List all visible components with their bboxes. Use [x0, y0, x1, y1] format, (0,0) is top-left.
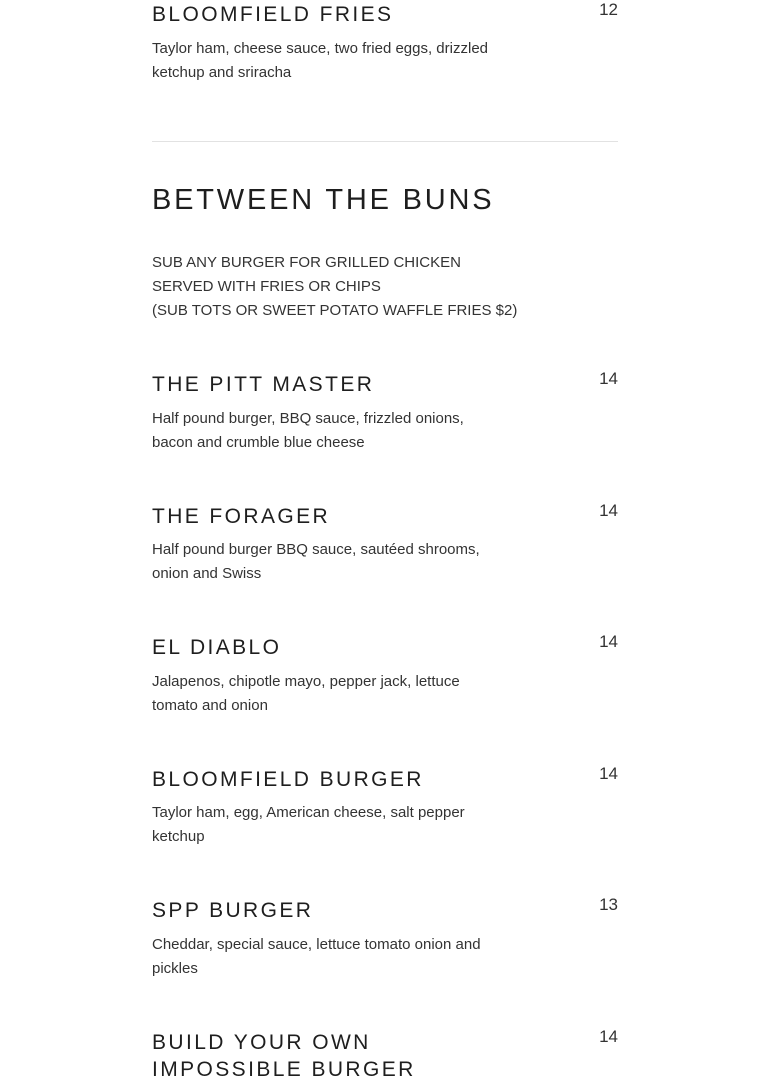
- section-note-line: (SUB TOTS OR SWEET POTATO WAFFLE FRIES $2): [152, 302, 518, 319]
- menu-item-name: THE FORAGER: [152, 505, 331, 528]
- section-note: [152, 251, 552, 323]
- menu-item-name: BLOOMFIELD FRIES: [152, 3, 394, 26]
- section-note-line: SERVED WITH FRIES OR CHIPS: [152, 278, 381, 295]
- section-divider: [152, 141, 618, 142]
- menu-item-price: 14: [599, 1027, 618, 1046]
- menu-item-description: Half pound burger, BBQ sauce, frizzled onions, bacon and crumble blue cheese: [152, 410, 464, 451]
- menu-item-price: 14: [599, 501, 618, 520]
- menu-item-price: 14: [599, 369, 618, 388]
- menu-item-price: 13: [599, 895, 618, 914]
- menu-item-name: BLOOMFIELD BURGER: [152, 768, 424, 791]
- menu-item-bloomfield-burger: [152, 766, 618, 856]
- menu-item-description: Taylor ham, egg, American cheese, salt pepper ketchup: [152, 804, 465, 845]
- menu-item-description: Taylor ham, cheese sauce, two fried eggs, drizzled ketchup and sriracha: [152, 40, 488, 81]
- menu-item-price: 14: [599, 632, 618, 651]
- menu-item-name: EL DIABLO: [152, 636, 282, 659]
- menu-item-spp-burger: [152, 897, 618, 987]
- menu-item-name: SPP BURGER: [152, 899, 314, 922]
- menu-item-el-diablo: [152, 634, 618, 724]
- section-title: BETWEEN THE BUNS: [152, 184, 495, 216]
- menu-item-impossible-burger: [152, 1029, 618, 1089]
- menu-item-price: 14: [599, 764, 618, 783]
- section-note-line: SUB ANY BURGER FOR GRILLED CHICKEN: [152, 254, 461, 271]
- menu-item-description: Jalapenos, chipotle mayo, pepper jack, lettuce tomato and onion: [152, 673, 460, 714]
- menu-item-description: Cheddar, special sauce, lettuce tomato onion and pickles: [152, 936, 481, 977]
- menu-item-forager: [152, 503, 618, 593]
- menu-item-name: BUILD YOUR OWN IMPOSSIBLE BURGER: [152, 1031, 416, 1081]
- menu-item-price: 12: [599, 0, 618, 19]
- menu-item-bloomfield-fries: [152, 0, 618, 90]
- menu-item-name: THE PITT MASTER: [152, 373, 375, 396]
- menu-item-description: Half pound burger BBQ sauce, sautéed shrooms, onion and Swiss: [152, 541, 480, 582]
- menu-item-pitt-master: [152, 371, 618, 461]
